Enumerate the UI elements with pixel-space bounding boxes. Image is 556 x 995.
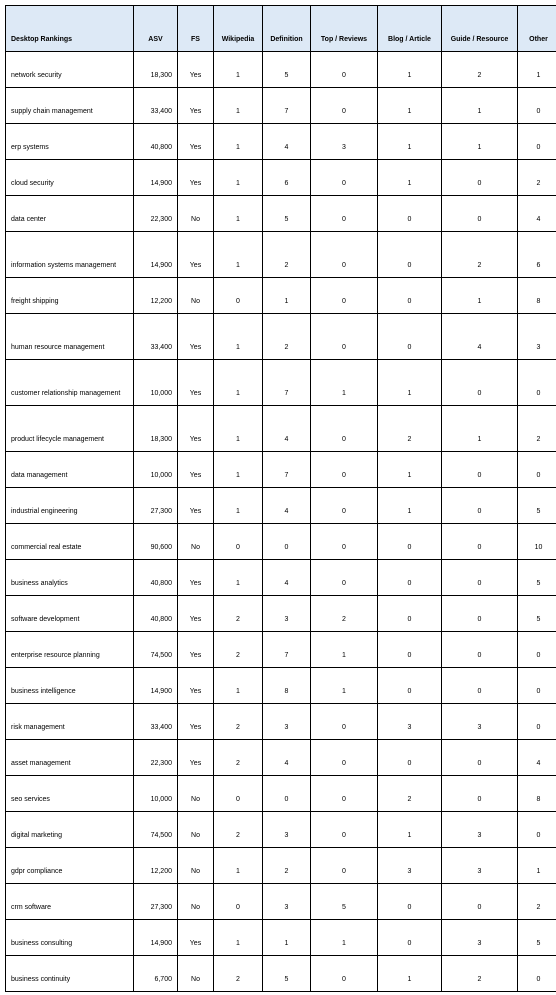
- cell-asv: 27,300: [134, 488, 178, 524]
- cell-wikipedia: 2: [214, 740, 263, 776]
- cell-blog-article: 1: [378, 124, 442, 160]
- cell-wikipedia: 1: [214, 560, 263, 596]
- cell-guide-resource: 1: [442, 124, 518, 160]
- cell-guide-resource: 0: [442, 632, 518, 668]
- cell-asv: 12,200: [134, 848, 178, 884]
- cell-other: 8: [518, 776, 556, 812]
- cell-definition: 0: [263, 776, 311, 812]
- cell-other: 10: [518, 524, 556, 560]
- table-row: [6, 88, 556, 124]
- cell-top-reviews: 0: [311, 232, 378, 278]
- cell-wikipedia: 1: [214, 124, 263, 160]
- cell-keyword: product lifecycle management: [6, 406, 134, 452]
- cell-top-reviews: 0: [311, 776, 378, 812]
- cell-guide-resource: 0: [442, 740, 518, 776]
- cell-blog-article: 1: [378, 488, 442, 524]
- cell-keyword: human resource management: [6, 314, 134, 360]
- cell-blog-article: 1: [378, 812, 442, 848]
- cell-wikipedia: 0: [214, 278, 263, 314]
- cell-guide-resource: 0: [442, 360, 518, 406]
- cell-wikipedia: 1: [214, 314, 263, 360]
- cell-asv: 33,400: [134, 88, 178, 124]
- cell-other: 8: [518, 278, 556, 314]
- header-other: Other: [518, 6, 556, 52]
- cell-definition: 7: [263, 360, 311, 406]
- table-row: [6, 704, 556, 740]
- cell-fs: No: [178, 848, 214, 884]
- cell-top-reviews: 0: [311, 848, 378, 884]
- cell-guide-resource: 3: [442, 848, 518, 884]
- cell-keyword: asset management: [6, 740, 134, 776]
- cell-fs: Yes: [178, 596, 214, 632]
- cell-top-reviews: 2: [311, 596, 378, 632]
- rankings-table: [5, 5, 556, 992]
- cell-wikipedia: 1: [214, 488, 263, 524]
- cell-top-reviews: 0: [311, 488, 378, 524]
- header-fs: FS: [178, 6, 214, 52]
- header-blog-article: Blog / Article: [378, 6, 442, 52]
- cell-blog-article: 0: [378, 668, 442, 704]
- cell-definition: 3: [263, 704, 311, 740]
- cell-asv: 10,000: [134, 452, 178, 488]
- cell-blog-article: 0: [378, 740, 442, 776]
- cell-top-reviews: 0: [311, 956, 378, 992]
- cell-other: 1: [518, 52, 556, 88]
- cell-keyword: risk management: [6, 704, 134, 740]
- table-row: [6, 452, 556, 488]
- cell-top-reviews: 1: [311, 632, 378, 668]
- cell-definition: 5: [263, 956, 311, 992]
- cell-fs: Yes: [178, 740, 214, 776]
- cell-fs: Yes: [178, 232, 214, 278]
- cell-definition: 2: [263, 848, 311, 884]
- cell-other: 2: [518, 160, 556, 196]
- table-row: [6, 668, 556, 704]
- cell-guide-resource: 0: [442, 884, 518, 920]
- cell-asv: 27,300: [134, 884, 178, 920]
- cell-asv: 22,300: [134, 196, 178, 232]
- cell-fs: Yes: [178, 560, 214, 596]
- cell-fs: Yes: [178, 668, 214, 704]
- cell-blog-article: 0: [378, 524, 442, 560]
- cell-other: 0: [518, 88, 556, 124]
- cell-wikipedia: 0: [214, 776, 263, 812]
- cell-guide-resource: 3: [442, 812, 518, 848]
- cell-wikipedia: 1: [214, 88, 263, 124]
- cell-top-reviews: 0: [311, 452, 378, 488]
- cell-guide-resource: 0: [442, 668, 518, 704]
- cell-other: 5: [518, 488, 556, 524]
- cell-blog-article: 0: [378, 884, 442, 920]
- cell-other: 4: [518, 740, 556, 776]
- table-row: [6, 560, 556, 596]
- cell-keyword: business analytics: [6, 560, 134, 596]
- cell-fs: Yes: [178, 406, 214, 452]
- cell-definition: 7: [263, 632, 311, 668]
- cell-other: 5: [518, 560, 556, 596]
- header-guide-resource: Guide / Resource: [442, 6, 518, 52]
- cell-other: 1: [518, 848, 556, 884]
- cell-keyword: crm software: [6, 884, 134, 920]
- cell-blog-article: 0: [378, 920, 442, 956]
- cell-keyword: business continuity: [6, 956, 134, 992]
- cell-definition: 2: [263, 232, 311, 278]
- cell-fs: Yes: [178, 632, 214, 668]
- cell-top-reviews: 0: [311, 52, 378, 88]
- cell-asv: 90,600: [134, 524, 178, 560]
- cell-guide-resource: 0: [442, 196, 518, 232]
- table-row: [6, 124, 556, 160]
- table-row: [6, 278, 556, 314]
- cell-definition: 7: [263, 452, 311, 488]
- cell-other: 4: [518, 196, 556, 232]
- cell-wikipedia: 1: [214, 848, 263, 884]
- table-row: [6, 360, 556, 406]
- cell-definition: 4: [263, 406, 311, 452]
- table-row: [6, 524, 556, 560]
- cell-blog-article: 1: [378, 160, 442, 196]
- cell-blog-article: 1: [378, 452, 442, 488]
- cell-definition: 4: [263, 560, 311, 596]
- cell-guide-resource: 0: [442, 596, 518, 632]
- cell-guide-resource: 3: [442, 920, 518, 956]
- cell-fs: Yes: [178, 160, 214, 196]
- cell-top-reviews: 1: [311, 668, 378, 704]
- cell-keyword: erp systems: [6, 124, 134, 160]
- cell-wikipedia: 1: [214, 52, 263, 88]
- cell-definition: 6: [263, 160, 311, 196]
- table-body: [6, 52, 556, 992]
- cell-top-reviews: 1: [311, 920, 378, 956]
- cell-top-reviews: 0: [311, 196, 378, 232]
- cell-wikipedia: 1: [214, 232, 263, 278]
- cell-asv: 22,300: [134, 740, 178, 776]
- cell-asv: 12,200: [134, 278, 178, 314]
- cell-other: 0: [518, 704, 556, 740]
- table-row: [6, 632, 556, 668]
- cell-fs: Yes: [178, 452, 214, 488]
- cell-other: 0: [518, 956, 556, 992]
- cell-blog-article: 3: [378, 848, 442, 884]
- cell-guide-resource: 3: [442, 704, 518, 740]
- cell-wikipedia: 1: [214, 406, 263, 452]
- table-row: [6, 848, 556, 884]
- cell-keyword: industrial engineering: [6, 488, 134, 524]
- cell-fs: No: [178, 524, 214, 560]
- table-row: [6, 488, 556, 524]
- header-row: [6, 6, 556, 52]
- cell-guide-resource: 1: [442, 406, 518, 452]
- header-asv: ASV: [134, 6, 178, 52]
- cell-definition: 3: [263, 884, 311, 920]
- table-row: [6, 740, 556, 776]
- cell-wikipedia: 0: [214, 524, 263, 560]
- cell-keyword: enterprise resource planning: [6, 632, 134, 668]
- cell-guide-resource: 0: [442, 776, 518, 812]
- cell-blog-article: 1: [378, 88, 442, 124]
- cell-wikipedia: 1: [214, 196, 263, 232]
- table-row: [6, 232, 556, 278]
- table-row: [6, 884, 556, 920]
- header-definition: Definition: [263, 6, 311, 52]
- header-top-reviews: Top / Reviews: [311, 6, 378, 52]
- cell-fs: No: [178, 196, 214, 232]
- cell-guide-resource: 0: [442, 488, 518, 524]
- cell-guide-resource: 0: [442, 160, 518, 196]
- cell-blog-article: 0: [378, 560, 442, 596]
- cell-fs: Yes: [178, 704, 214, 740]
- cell-blog-article: 0: [378, 314, 442, 360]
- cell-definition: 7: [263, 88, 311, 124]
- cell-guide-resource: 2: [442, 232, 518, 278]
- cell-wikipedia: 0: [214, 884, 263, 920]
- cell-definition: 3: [263, 812, 311, 848]
- cell-top-reviews: 0: [311, 704, 378, 740]
- cell-keyword: gdpr compliance: [6, 848, 134, 884]
- cell-blog-article: 0: [378, 596, 442, 632]
- cell-keyword: supply chain management: [6, 88, 134, 124]
- cell-asv: 40,800: [134, 596, 178, 632]
- cell-keyword: seo services: [6, 776, 134, 812]
- table-row: [6, 920, 556, 956]
- cell-keyword: freight shipping: [6, 278, 134, 314]
- cell-top-reviews: 0: [311, 812, 378, 848]
- cell-wikipedia: 2: [214, 632, 263, 668]
- cell-keyword: data center: [6, 196, 134, 232]
- cell-guide-resource: 0: [442, 452, 518, 488]
- cell-asv: 10,000: [134, 776, 178, 812]
- table-row: [6, 314, 556, 360]
- cell-other: 0: [518, 360, 556, 406]
- cell-keyword: business intelligence: [6, 668, 134, 704]
- cell-definition: 4: [263, 740, 311, 776]
- cell-fs: Yes: [178, 88, 214, 124]
- cell-keyword: network security: [6, 52, 134, 88]
- cell-other: 3: [518, 314, 556, 360]
- cell-asv: 14,900: [134, 232, 178, 278]
- cell-top-reviews: 0: [311, 560, 378, 596]
- cell-blog-article: 1: [378, 360, 442, 406]
- table-row: [6, 776, 556, 812]
- cell-fs: Yes: [178, 360, 214, 406]
- cell-keyword: data management: [6, 452, 134, 488]
- table-row: [6, 596, 556, 632]
- table-row: [6, 956, 556, 992]
- cell-fs: Yes: [178, 52, 214, 88]
- cell-blog-article: 2: [378, 406, 442, 452]
- cell-definition: 4: [263, 488, 311, 524]
- cell-other: 2: [518, 884, 556, 920]
- cell-blog-article: 0: [378, 196, 442, 232]
- cell-blog-article: 2: [378, 776, 442, 812]
- cell-fs: No: [178, 956, 214, 992]
- cell-definition: 0: [263, 524, 311, 560]
- cell-wikipedia: 1: [214, 160, 263, 196]
- cell-blog-article: 0: [378, 632, 442, 668]
- cell-fs: Yes: [178, 920, 214, 956]
- cell-top-reviews: 0: [311, 314, 378, 360]
- cell-other: 0: [518, 812, 556, 848]
- cell-fs: No: [178, 776, 214, 812]
- cell-guide-resource: 4: [442, 314, 518, 360]
- cell-wikipedia: 1: [214, 360, 263, 406]
- cell-asv: 14,900: [134, 160, 178, 196]
- cell-guide-resource: 1: [442, 88, 518, 124]
- cell-asv: 33,400: [134, 314, 178, 360]
- cell-definition: 5: [263, 52, 311, 88]
- cell-fs: No: [178, 884, 214, 920]
- cell-top-reviews: 0: [311, 406, 378, 452]
- cell-keyword: business consulting: [6, 920, 134, 956]
- cell-other: 0: [518, 124, 556, 160]
- cell-fs: Yes: [178, 488, 214, 524]
- cell-asv: 10,000: [134, 360, 178, 406]
- cell-top-reviews: 0: [311, 524, 378, 560]
- cell-wikipedia: 1: [214, 920, 263, 956]
- cell-asv: 18,300: [134, 52, 178, 88]
- cell-keyword: customer relationship management: [6, 360, 134, 406]
- cell-blog-article: 1: [378, 956, 442, 992]
- table-row: [6, 52, 556, 88]
- table-row: [6, 196, 556, 232]
- cell-keyword: cloud security: [6, 160, 134, 196]
- cell-top-reviews: 0: [311, 740, 378, 776]
- cell-fs: No: [178, 812, 214, 848]
- cell-asv: 6,700: [134, 956, 178, 992]
- cell-other: 0: [518, 668, 556, 704]
- cell-keyword: software development: [6, 596, 134, 632]
- cell-wikipedia: 2: [214, 596, 263, 632]
- cell-asv: 14,900: [134, 920, 178, 956]
- cell-wikipedia: 2: [214, 956, 263, 992]
- cell-asv: 14,900: [134, 668, 178, 704]
- cell-asv: 18,300: [134, 406, 178, 452]
- cell-guide-resource: 0: [442, 524, 518, 560]
- cell-other: 0: [518, 452, 556, 488]
- cell-definition: 4: [263, 124, 311, 160]
- cell-wikipedia: 2: [214, 704, 263, 740]
- cell-fs: Yes: [178, 124, 214, 160]
- cell-asv: 40,800: [134, 560, 178, 596]
- cell-wikipedia: 2: [214, 812, 263, 848]
- cell-top-reviews: 0: [311, 278, 378, 314]
- cell-definition: 1: [263, 278, 311, 314]
- cell-guide-resource: 2: [442, 52, 518, 88]
- cell-other: 5: [518, 596, 556, 632]
- cell-definition: 5: [263, 196, 311, 232]
- cell-other: 2: [518, 406, 556, 452]
- cell-fs: Yes: [178, 314, 214, 360]
- cell-top-reviews: 0: [311, 88, 378, 124]
- cell-top-reviews: 0: [311, 160, 378, 196]
- cell-asv: 40,800: [134, 124, 178, 160]
- cell-blog-article: 1: [378, 52, 442, 88]
- header-wikipedia: Wikipedia: [214, 6, 263, 52]
- cell-guide-resource: 2: [442, 956, 518, 992]
- cell-other: 0: [518, 632, 556, 668]
- cell-other: 5: [518, 920, 556, 956]
- cell-guide-resource: 1: [442, 278, 518, 314]
- cell-blog-article: 3: [378, 704, 442, 740]
- cell-blog-article: 0: [378, 232, 442, 278]
- cell-definition: 1: [263, 920, 311, 956]
- cell-other: 6: [518, 232, 556, 278]
- cell-keyword: commercial real estate: [6, 524, 134, 560]
- cell-keyword: digital marketing: [6, 812, 134, 848]
- cell-keyword: information systems management: [6, 232, 134, 278]
- header-desktop-rankings: Desktop Rankings: [6, 6, 134, 52]
- cell-top-reviews: 3: [311, 124, 378, 160]
- cell-fs: No: [178, 278, 214, 314]
- cell-top-reviews: 1: [311, 360, 378, 406]
- table-row: [6, 812, 556, 848]
- cell-top-reviews: 5: [311, 884, 378, 920]
- cell-asv: 74,500: [134, 632, 178, 668]
- table-header: [6, 6, 556, 52]
- table-row: [6, 160, 556, 196]
- cell-asv: 74,500: [134, 812, 178, 848]
- cell-blog-article: 0: [378, 278, 442, 314]
- cell-wikipedia: 1: [214, 668, 263, 704]
- cell-definition: 8: [263, 668, 311, 704]
- cell-definition: 2: [263, 314, 311, 360]
- cell-wikipedia: 1: [214, 452, 263, 488]
- cell-asv: 33,400: [134, 704, 178, 740]
- cell-definition: 3: [263, 596, 311, 632]
- table-row: [6, 406, 556, 452]
- cell-guide-resource: 0: [442, 560, 518, 596]
